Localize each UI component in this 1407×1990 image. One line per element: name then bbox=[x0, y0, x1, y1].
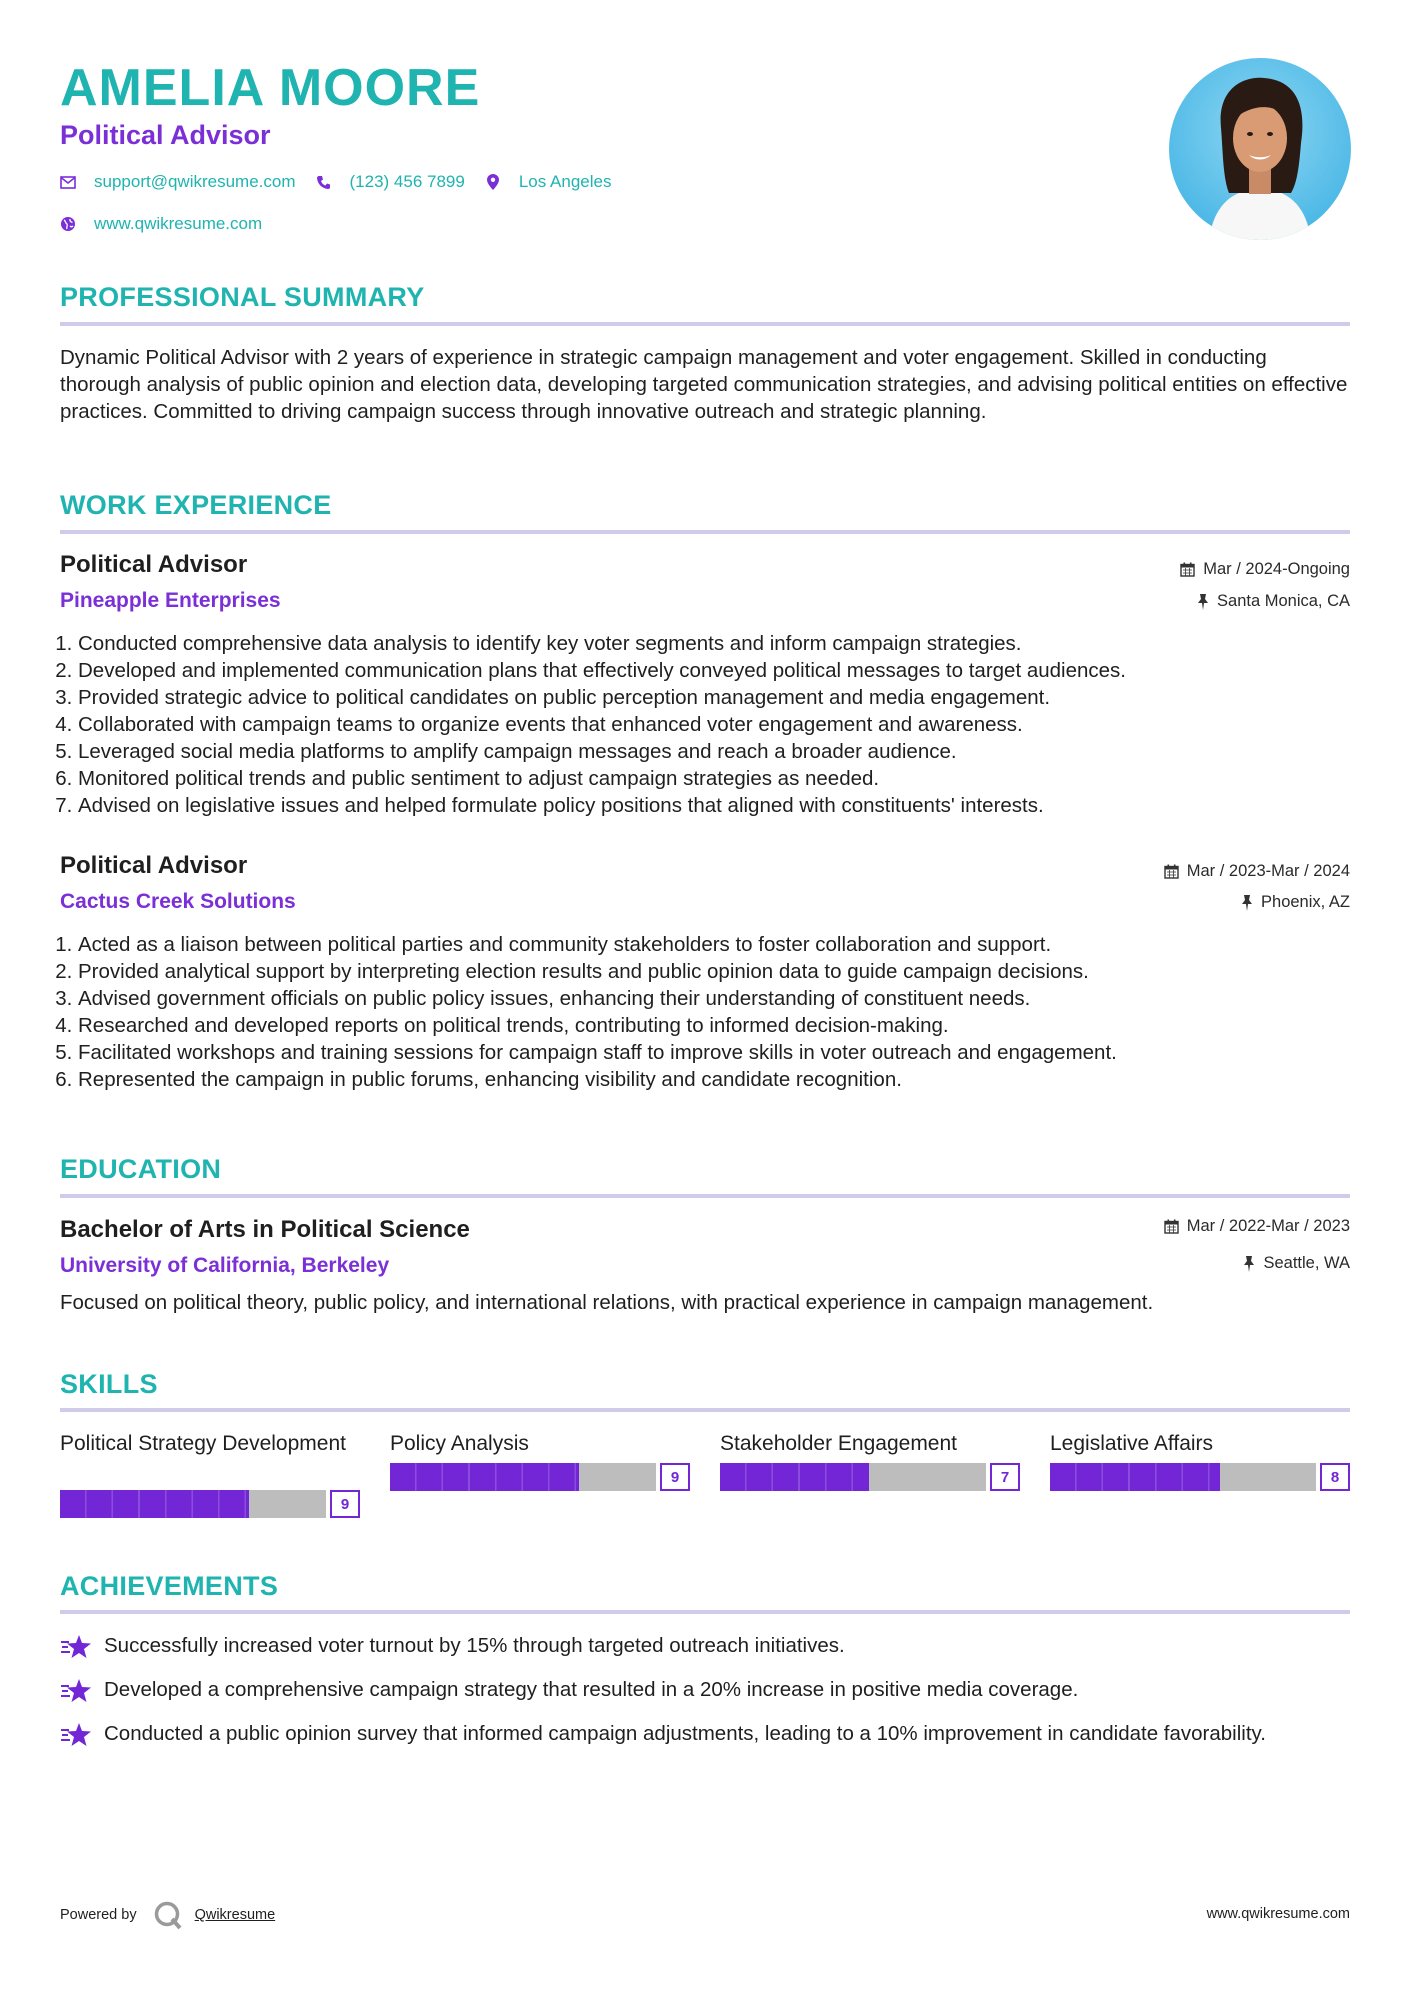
list-item: 1. Conducted comprehensive data analysis to identify key voter segments and inform campaign strategies. bbox=[78, 630, 1358, 657]
job-2-dates-text: Mar / 2023-Mar / 2024 bbox=[1186, 862, 1350, 880]
skill-bar-track bbox=[390, 1463, 656, 1491]
list-item: 4. Researched and developed reports on political trends, contributing to informed decision-making. bbox=[78, 1012, 1358, 1039]
achievement-item bbox=[60, 1632, 1350, 1667]
map-pin-icon bbox=[485, 174, 501, 190]
skill-bar-fill bbox=[390, 1463, 579, 1491]
job-1-dates bbox=[1180, 560, 1350, 579]
job-2-location-text: Phoenix, AZ bbox=[1261, 893, 1350, 911]
skill-level-badge: 8 bbox=[1320, 1463, 1350, 1491]
skill-bar-fill bbox=[1050, 1463, 1220, 1491]
skill-level-badge: 9 bbox=[660, 1463, 690, 1491]
powered-by-label: Powered by bbox=[60, 1907, 137, 1923]
skill-bar-fill bbox=[720, 1463, 869, 1491]
profile-photo bbox=[1169, 58, 1351, 240]
globe-icon bbox=[60, 216, 76, 232]
candidate-name: AMELIA MOORE bbox=[60, 59, 481, 117]
list-item: 3. Advised government officials on public policy issues, enhancing their understanding of constituent needs. bbox=[78, 985, 1358, 1012]
skill-policy-analysis bbox=[390, 1430, 690, 1486]
footer-powered-by bbox=[60, 1900, 275, 1930]
summary-heading: PROFESSIONAL SUMMARY bbox=[60, 282, 425, 312]
education-degree: Bachelor of Arts in Political Science bbox=[60, 1216, 470, 1243]
skill-label: Legislative Affairs bbox=[1050, 1432, 1214, 1455]
job-1-title: Political Advisor bbox=[60, 551, 248, 578]
pushpin-icon bbox=[1243, 1256, 1255, 1272]
skill-bar bbox=[720, 1463, 1020, 1491]
job-1-location-text: Santa Monica, CA bbox=[1217, 592, 1350, 610]
star-icon bbox=[60, 1720, 94, 1755]
qwikresume-link[interactable]: Qwikresume bbox=[194, 1907, 276, 1923]
list-item: 6. Monitored political trends and public sentiment to adjust campaign strategies as needed. bbox=[78, 765, 1358, 792]
list-item: 1. Acted as a liaison between political parties and community stakeholders to foster collaboration and support. bbox=[78, 931, 1358, 958]
skill-bar bbox=[1050, 1463, 1350, 1491]
job-1-dates-text: Mar / 2024-Ongoing bbox=[1203, 560, 1350, 578]
education-location bbox=[1243, 1254, 1350, 1273]
pushpin-icon bbox=[1197, 594, 1209, 610]
skill-label: Stakeholder Engagement bbox=[720, 1432, 957, 1455]
skill-stakeholder-engagement bbox=[720, 1430, 1020, 1486]
envelope-icon bbox=[60, 174, 76, 190]
skill-political-strategy bbox=[60, 1430, 360, 1513]
phone-icon bbox=[316, 174, 332, 190]
summary-divider bbox=[60, 322, 1350, 326]
star-icon bbox=[60, 1676, 94, 1711]
list-item: 5. Facilitated workshops and training sessions for campaign staff to improve skills in voter outreach and engagement. bbox=[78, 1039, 1358, 1066]
education-dates bbox=[1164, 1217, 1350, 1236]
achievements-heading: ACHIEVEMENTS bbox=[60, 1571, 279, 1601]
skill-bar-fill bbox=[60, 1490, 249, 1518]
contact-row-primary bbox=[60, 172, 631, 192]
candidate-title: Political Advisor bbox=[60, 120, 271, 150]
contact-location: Los Angeles bbox=[518, 172, 612, 191]
achievements-divider bbox=[60, 1610, 1350, 1614]
calendar-icon bbox=[1164, 864, 1179, 879]
list-item: 3. Provided strategic advice to political candidates on public perception management and media engagement. bbox=[78, 684, 1358, 711]
job-2-location bbox=[1241, 893, 1350, 912]
skill-bar-track bbox=[60, 1490, 326, 1518]
job-1-company: Pineapple Enterprises bbox=[60, 589, 281, 612]
achievement-text: Successfully increased voter turnout by 15% through targeted outreach initiatives. bbox=[104, 1634, 845, 1657]
achievement-text: Developed a comprehensive campaign strategy that resulted in a 20% increase in positive media coverage. bbox=[104, 1678, 1079, 1701]
education-dates-text: Mar / 2022-Mar / 2023 bbox=[1186, 1217, 1350, 1235]
achievement-item bbox=[60, 1676, 1350, 1711]
job-2-dates bbox=[1164, 862, 1350, 881]
qwikresume-logo-icon bbox=[153, 1900, 183, 1930]
list-item: 7. Advised on legislative issues and helped formulate policy positions that aligned with constituents' interests. bbox=[78, 792, 1358, 819]
skill-level-badge: 7 bbox=[990, 1463, 1020, 1491]
footer-url[interactable]: www.qwikresume.com bbox=[1206, 1906, 1350, 1922]
skills-divider bbox=[60, 1408, 1350, 1412]
education-heading: EDUCATION bbox=[60, 1154, 222, 1184]
summary-text: Dynamic Political Advisor with 2 years of experience in strategic campaign management and voter engagement. Skilled in conducting thorough analysis of public opinion and election data, developing targeted communication strategies, and advising political entities on effective practices. Committed to driving campaign success through innovative outreach and strategic planning. bbox=[60, 346, 1348, 423]
education-description: Focused on political theory, public policy, and international relations, with practical experience in campaign management. bbox=[60, 1291, 1154, 1314]
list-item: 6. Represented the campaign in public forums, enhancing visibility and candidate recognition. bbox=[78, 1066, 1358, 1093]
job-1-bullets bbox=[60, 630, 1358, 819]
skill-bar bbox=[60, 1490, 360, 1518]
resume-page bbox=[60, 0, 1350, 1990]
contact-phone[interactable]: (123) 456 7899 bbox=[349, 172, 465, 191]
job-2-title: Political Advisor bbox=[60, 852, 248, 879]
job-2-company: Cactus Creek Solutions bbox=[60, 890, 296, 913]
contact-row-secondary bbox=[60, 214, 282, 234]
pushpin-icon bbox=[1241, 895, 1253, 911]
skill-bar bbox=[390, 1463, 690, 1491]
list-item: 2. Developed and implemented communication plans that effectively conveyed political messages to target audiences. bbox=[78, 657, 1358, 684]
skill-bar-track bbox=[1050, 1463, 1316, 1491]
skill-legislative-affairs bbox=[1050, 1430, 1350, 1486]
job-2-bullets bbox=[60, 931, 1358, 1093]
skill-level-badge: 9 bbox=[330, 1490, 360, 1518]
experience-heading: WORK EXPERIENCE bbox=[60, 490, 332, 520]
experience-divider bbox=[60, 530, 1350, 534]
list-item: 4. Collaborated with campaign teams to organize events that enhanced voter engagement and awareness. bbox=[78, 711, 1358, 738]
education-divider bbox=[60, 1194, 1350, 1198]
contact-email[interactable]: support@qwikresume.com bbox=[94, 172, 296, 191]
skill-label: Political Strategy Development bbox=[60, 1432, 346, 1455]
education-school: University of California, Berkeley bbox=[60, 1254, 390, 1277]
calendar-icon bbox=[1180, 562, 1195, 577]
list-item: 2. Provided analytical support by interpreting election results and public opinion data to guide campaign decisions. bbox=[78, 958, 1358, 985]
achievement-item bbox=[60, 1720, 1350, 1755]
skill-bar-track bbox=[720, 1463, 986, 1491]
skill-label: Policy Analysis bbox=[390, 1432, 529, 1455]
education-location-text: Seattle, WA bbox=[1263, 1254, 1350, 1272]
achievement-text: Conducted a public opinion survey that informed campaign adjustments, leading to a 10% improvement in candidate favorability. bbox=[104, 1722, 1266, 1745]
job-1-location bbox=[1197, 592, 1350, 611]
star-icon bbox=[60, 1632, 94, 1667]
list-item: 5. Leveraged social media platforms to amplify campaign messages and reach a broader audience. bbox=[78, 738, 1358, 765]
calendar-icon bbox=[1164, 1219, 1179, 1234]
contact-website[interactable]: www.qwikresume.com bbox=[94, 214, 263, 233]
skills-heading: SKILLS bbox=[60, 1369, 158, 1399]
